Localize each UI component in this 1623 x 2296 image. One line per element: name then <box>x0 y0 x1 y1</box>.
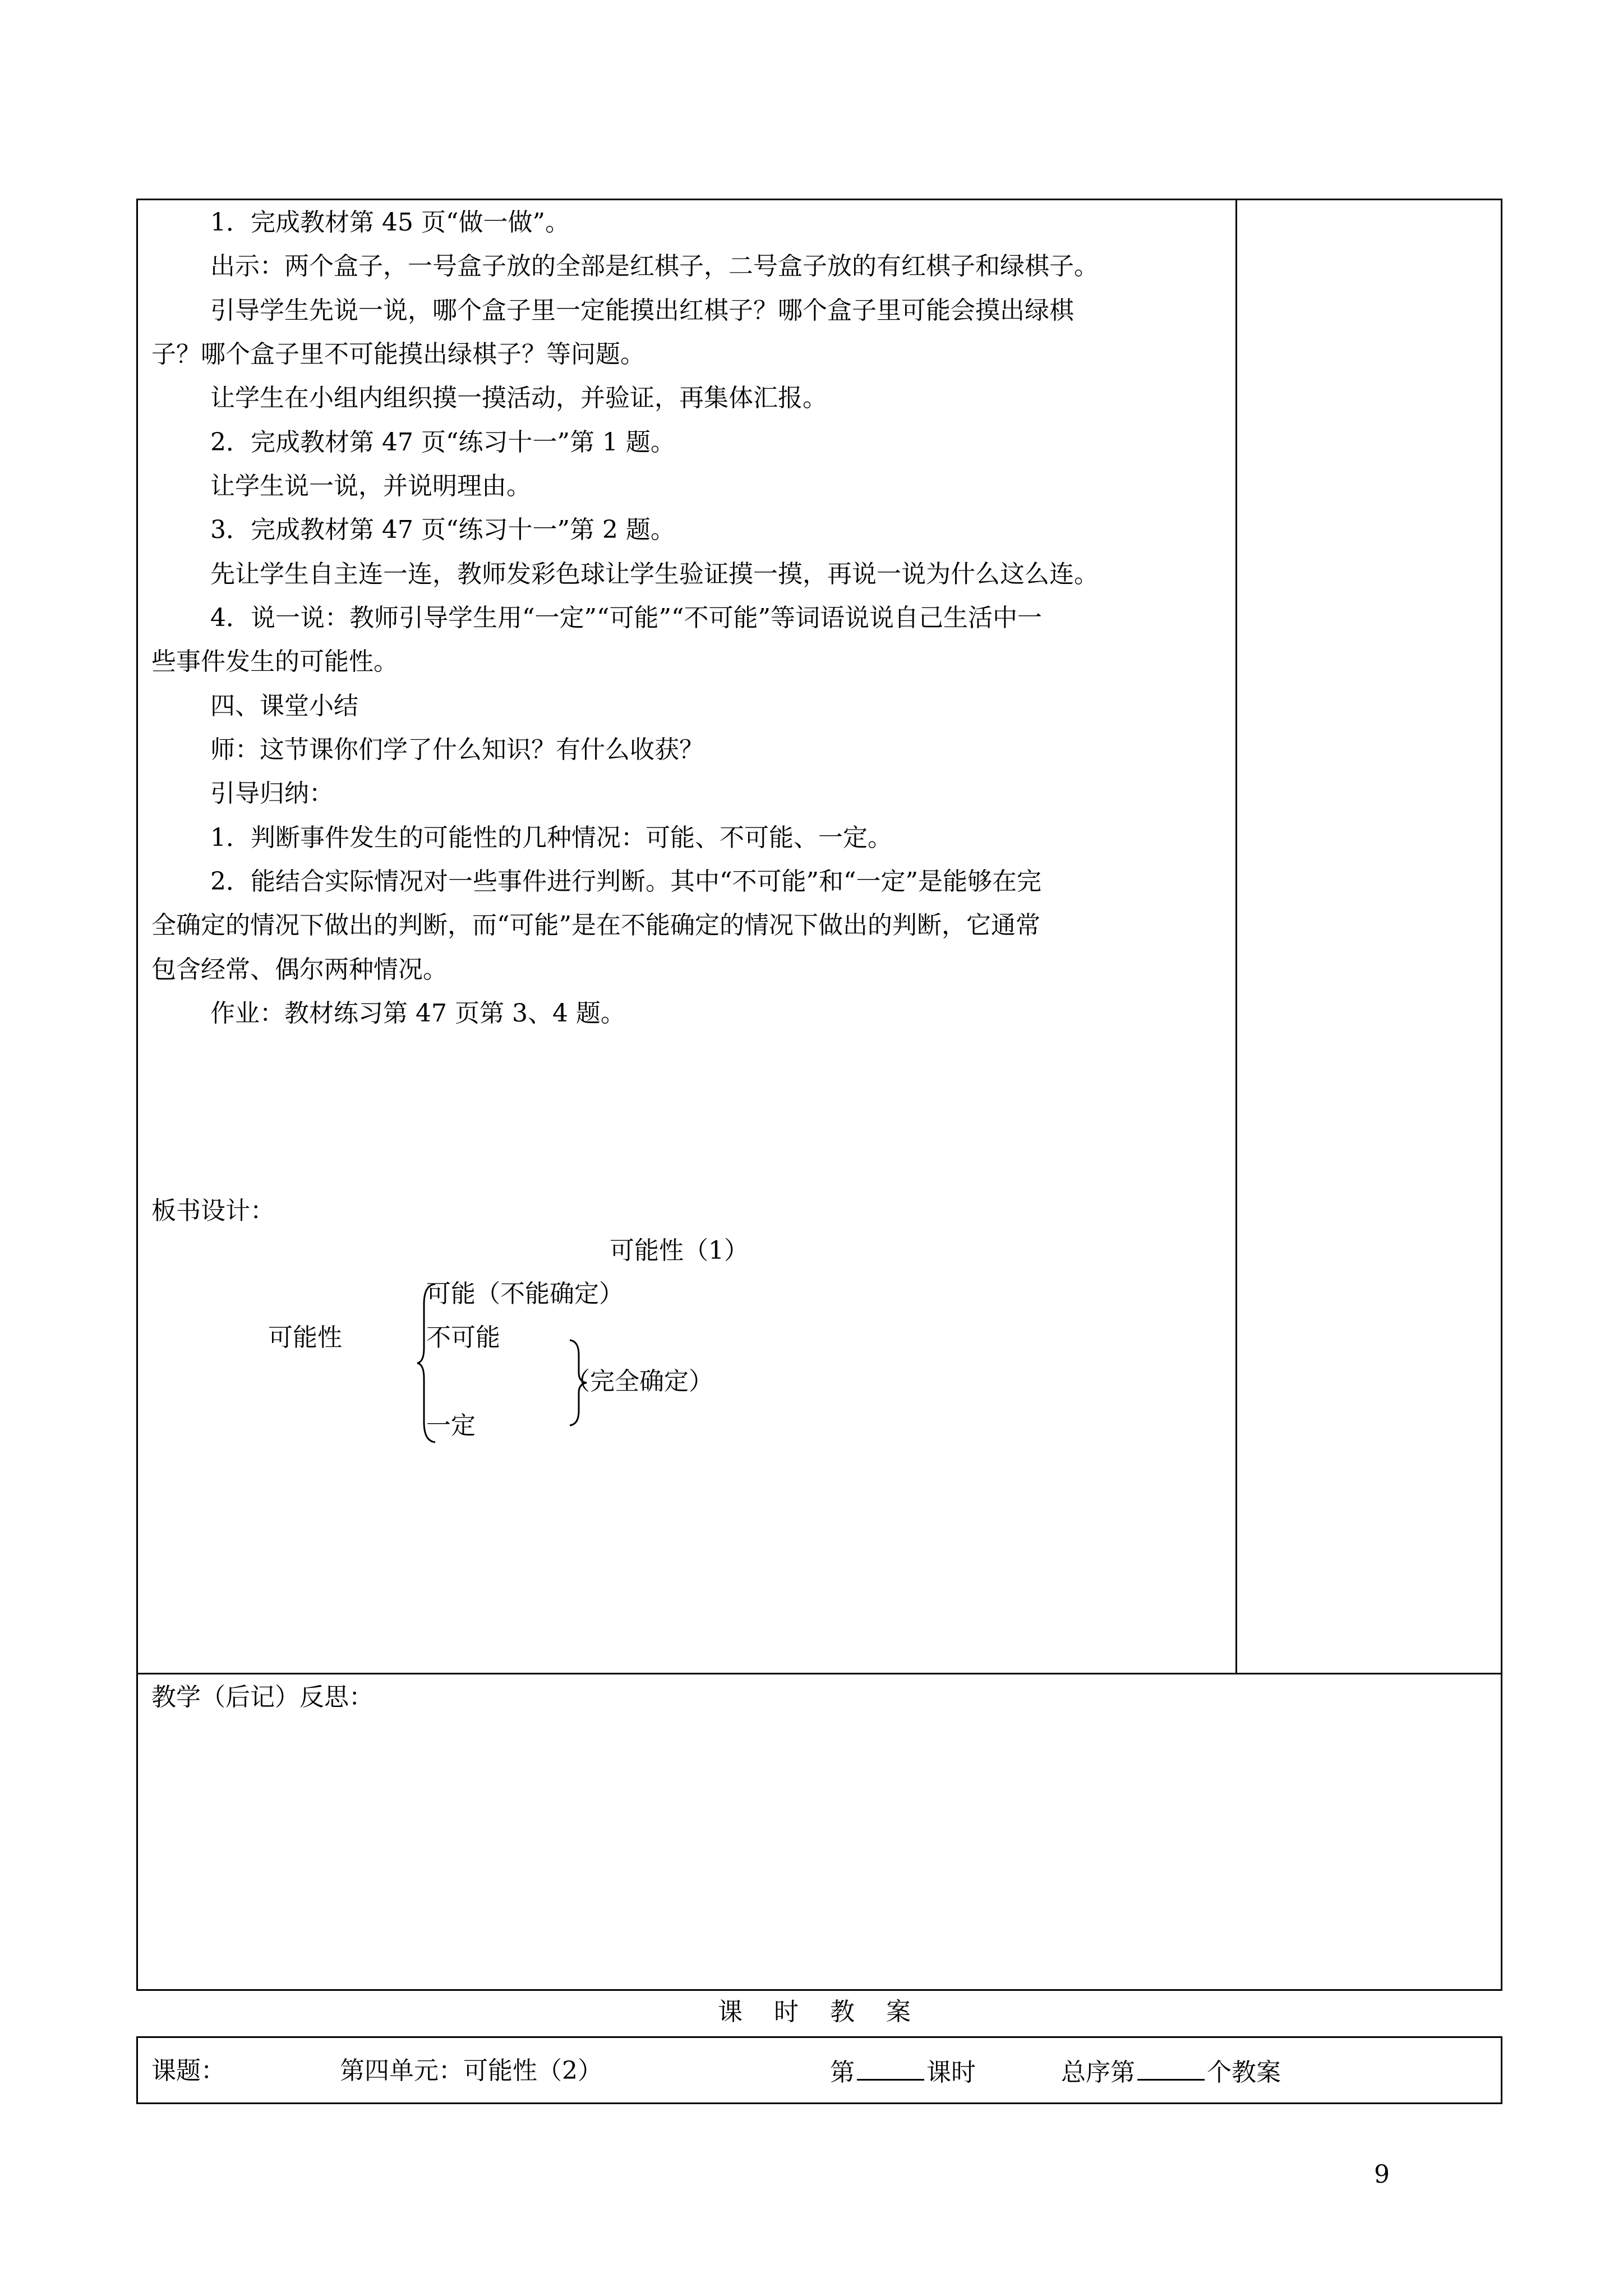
page-number: 9 <box>1374 2160 1390 2189</box>
body-line-18: 包含经常、偶尔两种情况。 <box>151 955 448 984</box>
body-line-14: 引导归纳： <box>210 779 334 808</box>
body-line-12: 四、课堂小结 <box>210 692 358 720</box>
body-line-4: 子？哪个盒子里不可能摸出绿棋子？等问题。 <box>151 340 645 369</box>
total-field <box>1061 2059 1281 2085</box>
topic-value: 第四单元：可能性（2） <box>340 2056 602 2085</box>
board-design-title: 可能性（1） <box>610 1236 749 1265</box>
body-line-7: 让学生说一说，并说明理由。 <box>210 472 531 500</box>
total-suffix: 个教案 <box>1207 2058 1281 2087</box>
body-line-11: 些事件发生的可能性。 <box>151 647 398 676</box>
period-suffix: 课时 <box>926 2058 976 2087</box>
body-line-8: 3．完成教材第 47 页“练习十一”第 2 题。 <box>210 516 675 544</box>
period-prefix: 第 <box>830 2058 855 2087</box>
body-line-9: 先让学生自主连一连，教师发彩色球让学生验证摸一摸，再说一说为什么这么连。 <box>210 560 1099 588</box>
body-line-2: 出示：两个盒子，一号盒子放的全部是红棋子，二号盒子放的有红棋子和绿棋子。 <box>210 252 1099 280</box>
body-line-13: 师：这节课你们学了什么知识？有什么收获？ <box>210 735 704 764</box>
total-prefix: 总序第 <box>1061 2058 1135 2087</box>
topic-label: 课题： <box>151 2056 225 2085</box>
body-line-19: 作业：教材练习第 47 页第 3、4 题。 <box>210 999 625 1028</box>
left-brace-icon <box>415 1282 437 1444</box>
body-line-5: 让学生在小组内组织摸一摸活动，并验证，再集体汇报。 <box>210 384 827 412</box>
body-line-16: 2．能结合实际情况对一些事件进行判断。其中“不可能”和“一定”是能够在完 <box>210 867 1041 896</box>
board-root-label: 可能性 <box>268 1323 342 1352</box>
body-line-1: 1．完成教材第 45 页“做一做”。 <box>210 208 570 237</box>
body-line-6: 2．完成教材第 47 页“练习十一”第 1 题。 <box>210 428 675 457</box>
body-line-10: 4．说一说：教师引导学生用“一定”“可能”“不可能”等词语说说自己生活中一 <box>210 604 1042 632</box>
body-line-15: 1．判断事件发生的可能性的几种情况：可能、不可能、一定。 <box>210 823 892 852</box>
body-line-3: 引导学生先说一说，哪个盒子里一定能摸出红棋子？哪个盒子里可能会摸出绿棋 <box>210 296 1074 325</box>
board-branch-impossible: 不可能 <box>426 1323 500 1352</box>
period-field <box>830 2059 976 2085</box>
right-brace-icon <box>568 1338 590 1428</box>
reflection-label: 教学（后记）反思： <box>151 1683 374 1711</box>
body-line-17: 全确定的情况下做出的判断，而“可能”是在不能确定的情况下做出的判断，它通常 <box>151 911 1040 940</box>
lesson-table <box>136 199 1502 1991</box>
period-blank[interactable] <box>857 2059 924 2081</box>
next-header-title: 课 时 教 案 <box>718 1998 914 2026</box>
total-blank[interactable] <box>1137 2059 1205 2081</box>
board-branch-certain: 一定 <box>426 1411 476 1440</box>
notes-column-divider <box>1235 199 1237 1674</box>
board-design-label: 板书设计： <box>151 1197 275 1225</box>
board-certain-group-note: （完全确定） <box>565 1367 713 1396</box>
board-branch-possible: 可能（不能确定） <box>426 1280 624 1308</box>
reflection-divider <box>136 1673 1502 1674</box>
